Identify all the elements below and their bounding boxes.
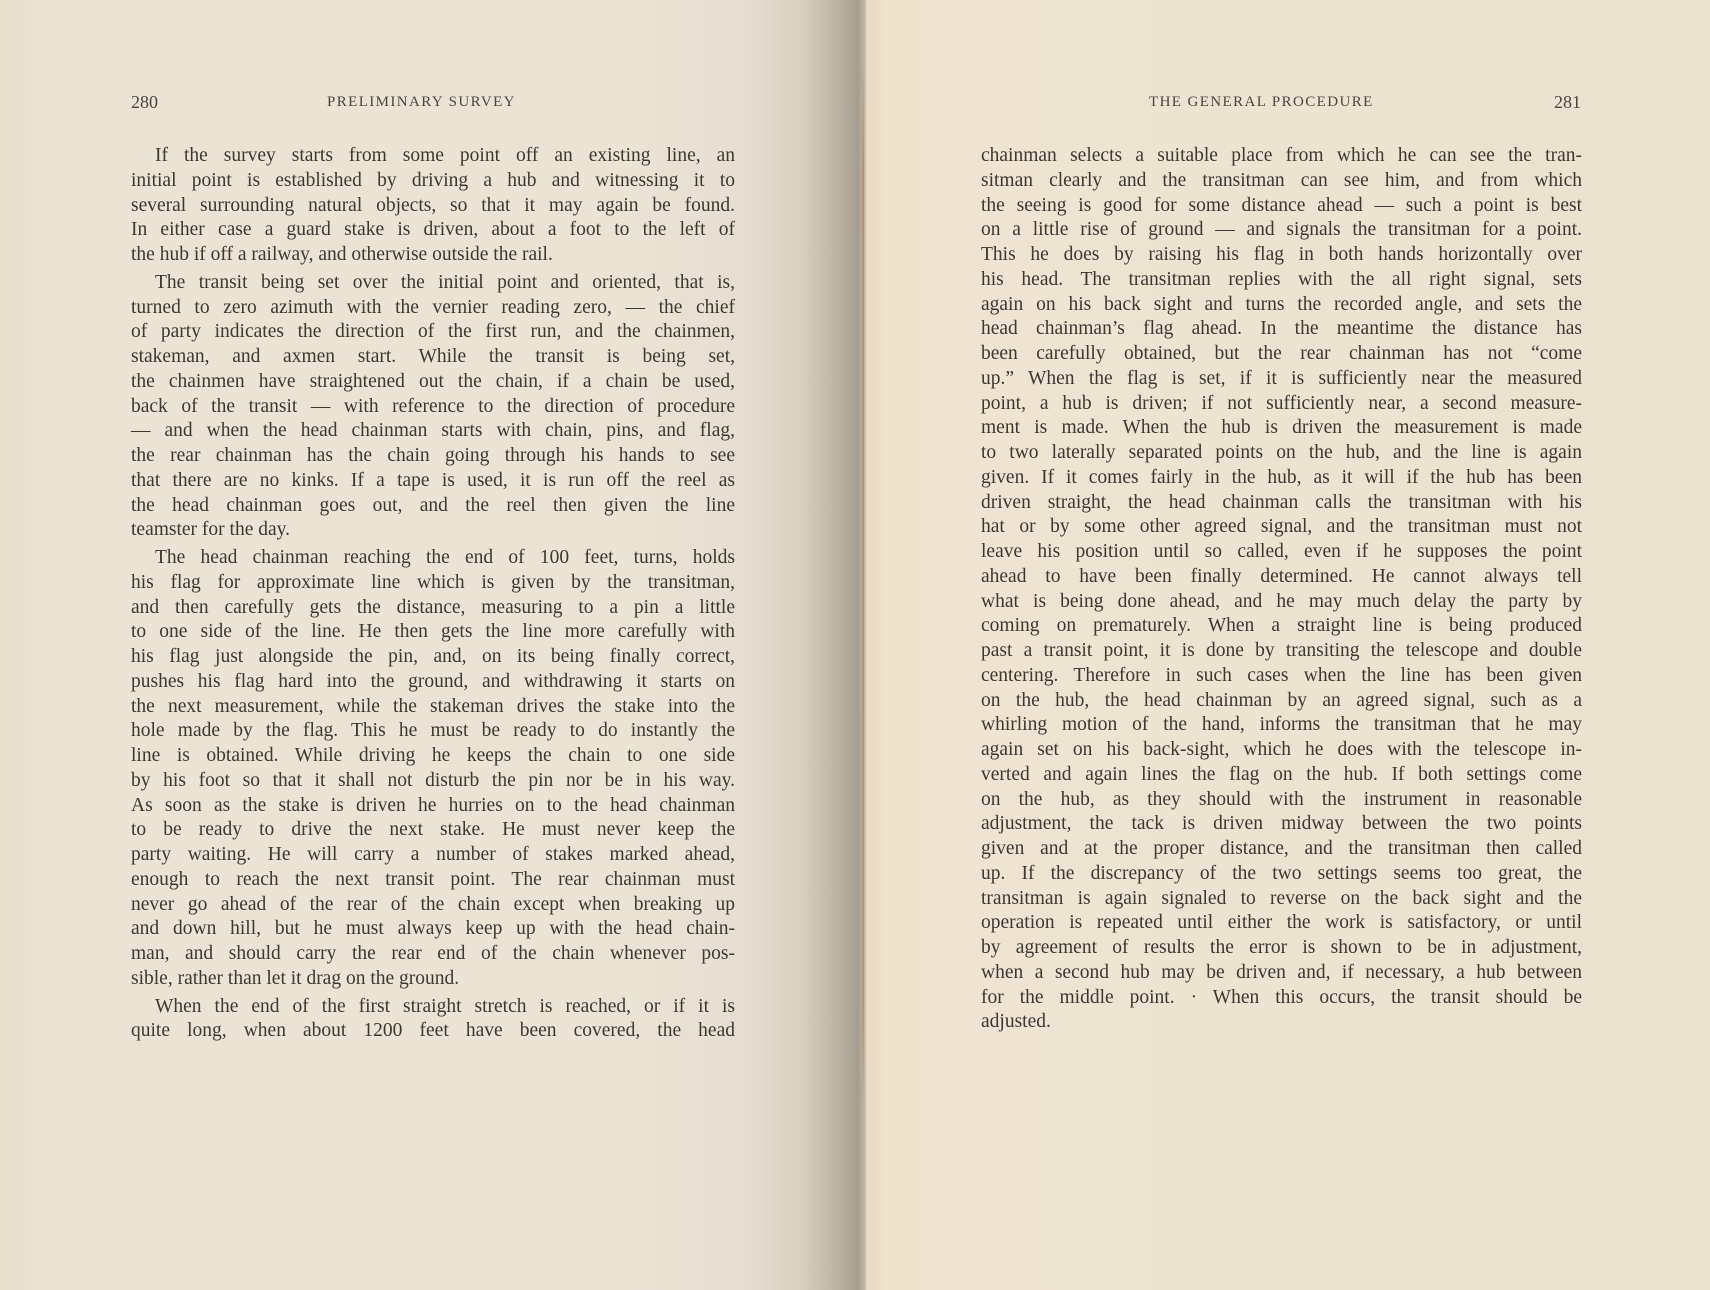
binding-gutter [862, 60, 864, 1110]
text-line: In either case a guard stake is driven, about a foot to the left of [131, 219, 735, 241]
text-line: given and at the proper distance, and the transitman then called [981, 838, 1582, 859]
page-number-left: 280 [131, 92, 158, 112]
running-head-right: THE GENERAL PROCEDURE [1149, 94, 1374, 110]
text-line: when a second hub may be driven and, if necessary, a hub between [981, 961, 1582, 983]
text-line: whirling motion of the hand, informs the transitman that he may [981, 714, 1582, 736]
text-line: point, a hub is driven; if not sufficiently near, a second measure- [981, 392, 1582, 414]
text-line: sible, rather than let it drag on the ground. [131, 967, 460, 989]
text-line: several surrounding natural objects, so that it may again be found. [131, 194, 735, 216]
text-line: sitman clearly and the transitman can see him, and from which [981, 169, 1582, 191]
text-line: up. If the discrepancy of the two settings seems too great, the [981, 862, 1582, 884]
text-line: and down hill, but he must always keep up with the head chain- [131, 918, 735, 940]
text-line: — and when the head chainman starts with chain, pins, and flag, [131, 420, 735, 442]
text-line: to be ready to drive the next stake. He must never keep the [131, 819, 735, 841]
text-line: enough to reach the next transit point. The rear chainman must [131, 868, 735, 890]
text-line: As soon as the stake is driven he hurries on to the head chainman [131, 794, 735, 816]
text-line: up.” When the flag is set, if it is sufficiently near the measured [981, 367, 1582, 389]
text-line: his flag for approximate line which is given by the transitman, [131, 571, 735, 593]
text-line: chainman selects a suitable place from which he can see the tran- [981, 145, 1582, 166]
text-line: The transit being set over the initial point and oriented, that is, [155, 271, 735, 293]
text-line: his flag just alongside the pin, and, on its being finally correct, [131, 646, 735, 667]
text-line: the rear chainman has the chain going through his hands to see [131, 445, 735, 466]
text-line: hole made by the flag. This he must be ready to do instantly the [131, 720, 735, 742]
text-line: on the hub, the head chainman by an agreed signal, such as a [981, 689, 1582, 711]
text-line: head chainman’s flag ahead. In the meantime the distance has [981, 318, 1582, 340]
text-line: the seeing is good for some distance ahead — such a point is best [981, 194, 1582, 216]
text-line: again on his back sight and turns the recorded angle, and sets the [981, 293, 1582, 315]
text-line: leave his position until so called, even if he supposes the point [981, 541, 1582, 562]
text-line: The head chainman reaching the end of 100 feet, turns, holds [155, 547, 735, 568]
text-line: centering. Therefore in such cases when the line has been given [981, 664, 1582, 686]
page-number-right: 281 [1554, 92, 1581, 112]
text-line: past a transit point, it is done by transiting the telescope and double [981, 640, 1582, 661]
text-line: operation is repeated until either the work is satisfactory, or until [981, 912, 1582, 934]
text-line: verted and again lines the flag on the hub. If both settings come [981, 763, 1582, 785]
text-line: the chainmen have straightened out the chain, if a chain be used, [131, 370, 735, 392]
text-line: pushes his flag hard into the ground, and withdrawing it starts on [131, 670, 735, 692]
text-line: to one side of the line. He then gets the line more carefully with [131, 621, 735, 643]
text-line: When the end of the first straight stretch is reached, or if it is [155, 995, 735, 1017]
text-line: the next measurement, while the stakeman drives the stake into the [131, 695, 735, 717]
text-line: his head. The transitman replies with the all right signal, sets [981, 268, 1582, 290]
text-line: ahead to have been finally determined. He cannot always tell [981, 565, 1582, 587]
text-line: and then carefully gets the distance, measuring to a pin a little [131, 596, 735, 618]
text-line: given. If it comes fairly in the hub, as it will if the hub has been [981, 466, 1582, 488]
text-line: teamster for the day. [131, 519, 290, 541]
text-line: driven straight, the head chainman calls the transitman with his [981, 491, 1582, 513]
text-line: for the middle point. · When this occurs, the transit should be [981, 986, 1582, 1008]
text-line: initial point is established by driving a hub and witnessing it to [131, 169, 735, 191]
text-line: that there are no kinks. If a tape is used, it is run off the reel as [131, 469, 735, 491]
text-line: back of the transit — with reference to the direction of procedure [131, 395, 735, 417]
text-line: never go ahead of the rear of the chain except when breaking up [131, 893, 735, 915]
left-page-body [131, 144, 735, 1044]
text-line: coming on prematurely. When a straight line is being produced [981, 615, 1582, 637]
text-line: again set on his back-sight, which he does with the telescope in- [981, 739, 1582, 760]
text-line: ment is made. When the hub is driven the measurement is made [981, 417, 1582, 439]
text-line: of party indicates the direction of the first run, and the chainmen, [131, 321, 735, 343]
text-line: to two laterally separated points on the hub, and the line is again [981, 442, 1582, 463]
text-line: This he does by raising his flag in both hands horizontally over [981, 244, 1582, 265]
text-line: adjustment, the tack is driven midway between the two points [981, 813, 1582, 835]
right-page-body [981, 144, 1582, 1035]
text-line: line is obtained. While driving he keeps the chain to one side [131, 745, 735, 766]
text-line: hat or by some other agreed signal, and the transitman must not [981, 516, 1582, 538]
running-head-left: PRELIMINARY SURVEY [327, 94, 516, 110]
text-line: on a little rise of ground — and signals the transitman for a point. [981, 219, 1582, 241]
text-line: by his foot so that it shall not disturb the pin nor be in his way. [131, 769, 735, 791]
text-line: the hub if off a railway, and otherwise outside the rail. [131, 244, 553, 265]
text-line: on the hub, as they should with the instrument in reasonable [981, 788, 1582, 810]
text-line: stakeman, and axmen start. While the transit is being set, [131, 346, 735, 367]
text-line: transitman is again signaled to reverse on the back sight and the [981, 887, 1582, 909]
text-line: been carefully obtained, but the rear chainman has not “come [981, 343, 1582, 364]
right-page [866, 0, 1710, 1290]
text-line: If the survey starts from some point off an existing line, an [155, 145, 735, 166]
text-line: by agreement of results the error is shown to be in adjustment, [981, 937, 1582, 958]
text-line: turned to zero azimuth with the vernier reading zero, — the chief [131, 296, 735, 318]
text-line: adjusted. [981, 1011, 1051, 1033]
text-line: man, and should carry the rear end of the chain whenever pos- [131, 943, 735, 964]
text-line: the head chainman goes out, and the reel then given the line [131, 494, 735, 516]
text-line: what is being done ahead, and he may much delay the party by [981, 590, 1582, 612]
text-line: party waiting. He will carry a number of stakes marked ahead, [131, 844, 735, 865]
text-line: quite long, when about 1200 feet have been covered, the head [131, 1020, 735, 1042]
